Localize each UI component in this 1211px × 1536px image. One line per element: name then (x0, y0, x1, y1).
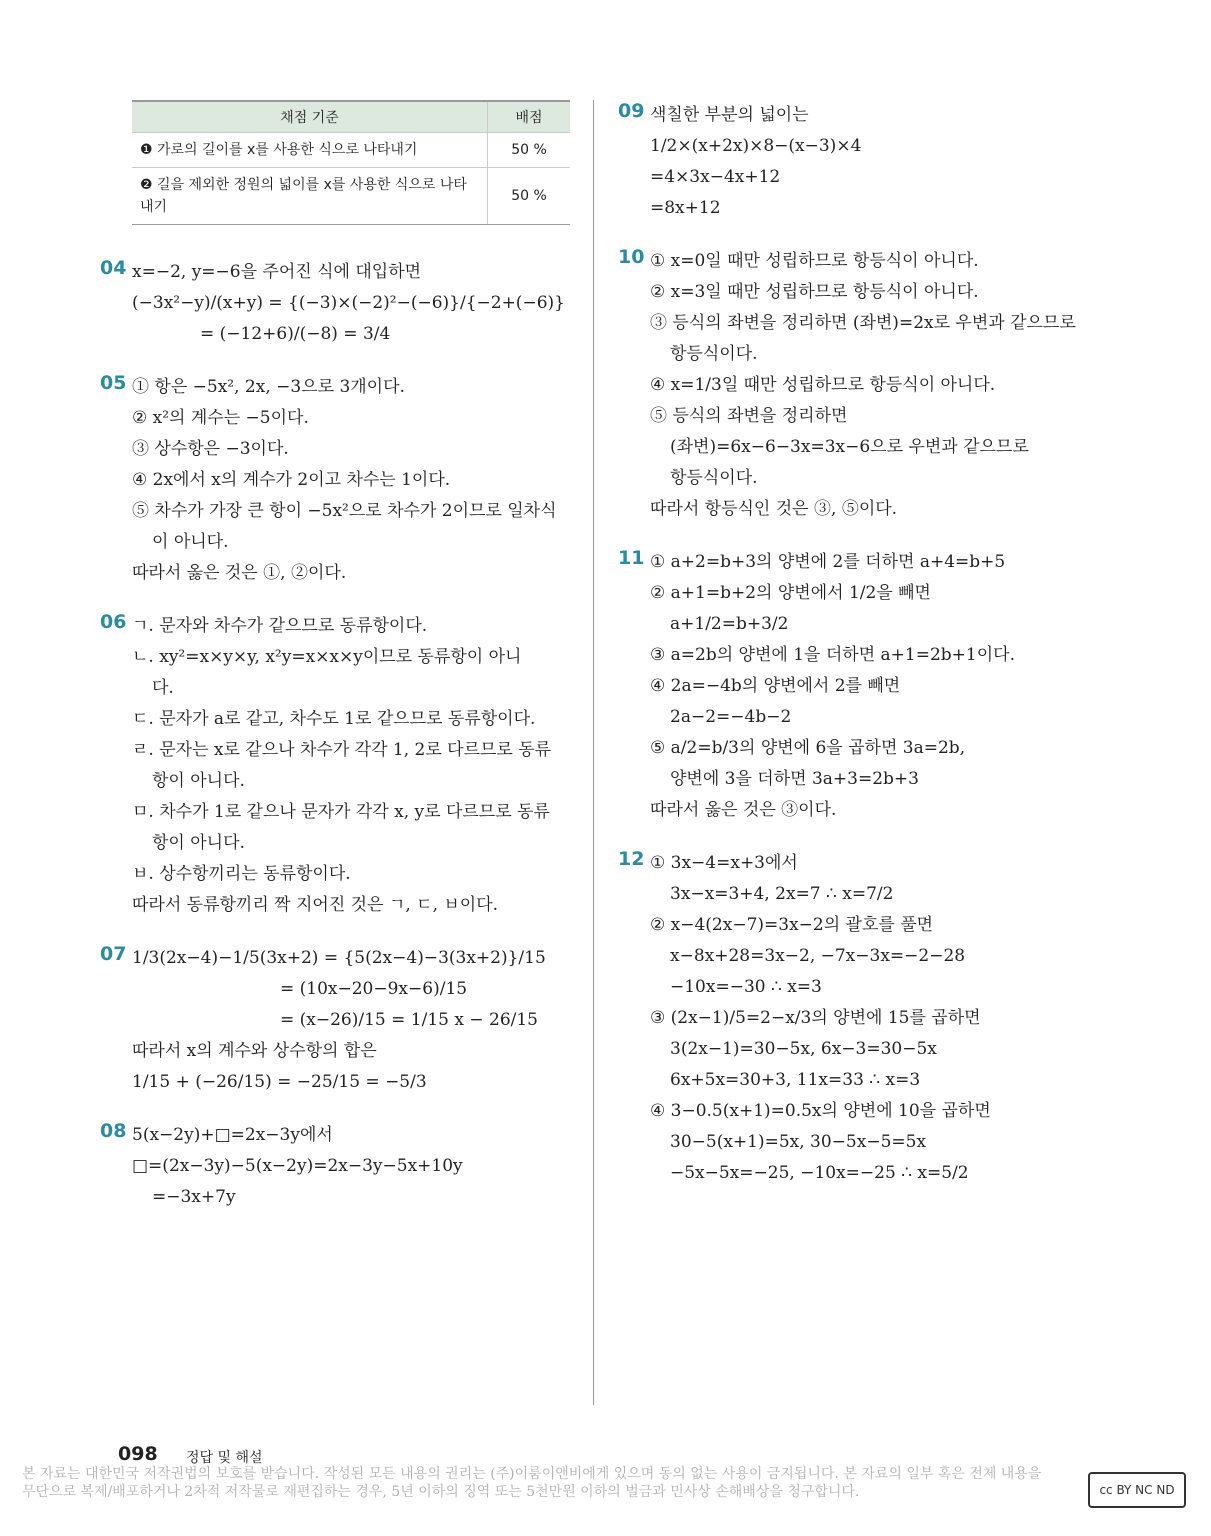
problem-number: 12 (618, 848, 645, 870)
solution-line: □=(2x−3y)−5(x−2y)=2x−3y−5x+10y (132, 1156, 463, 1176)
solution-line: 항등식이다. (670, 468, 758, 488)
solution-line: 30−5(x+1)=5x, 30−5x−5=5x (670, 1132, 927, 1152)
solution-line: 항이 아니다. (152, 771, 245, 791)
problem-12 (618, 848, 1088, 1189)
table-cell-criteria: ❶ 가로의 길이를 x를 사용한 식으로 나타내기 (132, 133, 488, 168)
copyright-notice: 본 자료는 대한민국 저작권법의 보호를 받습니다. 작성된 모든 내용의 권리는 (주)이룸이앤비에게 있으며 동의 없는 사용이 금지됩니다. 본 자료의 일부 혹은 전체 내용을 무단으로 복제/배포하거나 2차적 저작물로 재편집하는 경우, 5년 이하의 징역 또는 5천만원 이하의 벌금과 민사상 손해배상을 청구합니다. (22, 1466, 1042, 1500)
solution-line: ② x=3일 때만 성립하므로 항등식이 아니다. (650, 282, 979, 302)
solution-line: 이 아니다. (152, 532, 229, 552)
solution-line: 따라서 옳은 것은 ①, ②이다. (132, 563, 347, 583)
solution-line: ㅁ. 차수가 1로 같으나 문자가 각각 x, y로 다르므로 동류 (132, 802, 550, 822)
problem-08 (100, 1120, 570, 1213)
solution-line: 5(x−2y)+□=2x−3y에서 (132, 1125, 333, 1145)
solution-line: ③ a=2b의 양변에 1을 더하면 a+1=2b+1이다. (650, 645, 1015, 665)
solution-line: 색칠한 부분의 넓이는 (650, 105, 809, 125)
solution-line: ① 3x−4=x+3에서 (650, 853, 798, 873)
solution-line: 3(2x−1)=30−5x, 6x−3=30−5x (670, 1039, 937, 1059)
solution-line: ㄹ. 문자는 x로 같으나 차수가 각각 1, 2로 다르므로 동류 (132, 740, 552, 760)
problem-07 (100, 943, 570, 1098)
problem-10 (618, 246, 1088, 525)
solution-line: ② x−4(2x−7)=3x−2의 괄호를 풀면 (650, 915, 934, 935)
solution-line: ㅂ. 상수항끼리는 동류항이다. (132, 864, 351, 884)
table-cell-score: 50 % (488, 133, 571, 168)
solution-line: ② x²의 계수는 −5이다. (132, 408, 309, 428)
problem-number: 07 (100, 943, 127, 965)
grading-table-section (100, 100, 570, 225)
solution-line: 3x−x=3+4, 2x=7 ∴ x=7/2 (670, 884, 894, 904)
problem-number: 06 (100, 611, 127, 633)
problem-11 (618, 547, 1088, 826)
table-row (132, 133, 570, 168)
solution-line: ③ 상수항은 −3이다. (132, 439, 289, 459)
solution-line: ③ 등식의 좌변을 정리하면 (좌변)=2x로 우변과 같으므로 (650, 313, 1076, 333)
left-column (100, 100, 570, 1235)
solution-line: 따라서 x의 계수와 상수항의 합은 (132, 1041, 377, 1061)
problem-09 (618, 100, 1088, 224)
solution-line: 따라서 동류항끼리 짝 지어진 것은 ㄱ, ㄷ, ㅂ이다. (132, 895, 499, 915)
solution-line: 6x+5x=30+3, 11x=33 ∴ x=3 (670, 1070, 921, 1090)
table-cell-criteria: ❷ 길을 제외한 정원의 넓이를 x를 사용한 식으로 나타내기 (132, 168, 488, 225)
solution-line: (좌변)=6x−6−3x=3x−6으로 우변과 같으므로 (670, 437, 1029, 457)
problem-04 (100, 257, 570, 350)
solution-line: ㄴ. xy²=x×y×y, x²y=x×x×y이므로 동류항이 아니 (132, 647, 522, 667)
problem-number: 09 (618, 100, 645, 122)
solution-line: =−3x+7y (152, 1187, 236, 1207)
solution-line: 1/2×(x+2x)×8−(x−3)×4 (650, 136, 862, 156)
solution-line: ③ (2x−1)/5=2−x/3의 양변에 15를 곱하면 (650, 1008, 981, 1028)
table-header-criteria: 채점 기준 (132, 101, 488, 133)
solution-line: 다. (152, 678, 174, 698)
cc-license-icon: cc BY NC ND (1088, 1472, 1186, 1508)
solution-line: ④ 2a=−4b의 양변에서 2를 빼면 (650, 676, 901, 696)
solution-line: =8x+12 (650, 198, 721, 218)
table-header-score: 배점 (488, 101, 571, 133)
problem-number: 10 (618, 246, 645, 268)
solution-line: = (x−26)/15 = 1/15 x − 26/15 (280, 1010, 538, 1030)
solution-line: 1/3(2x−4)−1/5(3x+2) = {5(2x−4)−3(3x+2)}/15 (132, 948, 546, 968)
solution-line: 양변에 3을 더하면 3a+3=2b+3 (670, 769, 919, 789)
solution-line: ④ 3−0.5(x+1)=0.5x의 양변에 10을 곱하면 (650, 1101, 991, 1121)
solution-line: x=−2, y=−6을 주어진 식에 대입하면 (132, 262, 422, 282)
solution-line: ⑤ a/2=b/3의 양변에 6을 곱하면 3a=2b, (650, 738, 966, 758)
solution-line: ⑤ 차수가 가장 큰 항이 −5x²으로 차수가 2이므로 일차식 (132, 501, 557, 521)
solution-line: ㄷ. 문자가 a로 같고, 차수도 1로 같으므로 동류항이다. (132, 709, 536, 729)
solution-line: −5x−5x=−25, −10x=−25 ∴ x=5/2 (670, 1163, 969, 1183)
table-row (132, 168, 570, 225)
solution-line: ① 항은 −5x², 2x, −3으로 3개이다. (132, 377, 405, 397)
solution-line: = (10x−20−9x−6)/15 (280, 979, 468, 999)
solution-line: =4×3x−4x+12 (650, 167, 781, 187)
solution-line: (−3x²−y)/(x+y) = {(−3)×(−2)²−(−6)}/{−2+(−6)} (132, 293, 565, 313)
solution-line: 항등식이다. (670, 344, 758, 364)
problem-number: 05 (100, 372, 127, 394)
right-column (618, 100, 1088, 1211)
solution-line: ④ x=1/3일 때만 성립하므로 항등식이 아니다. (650, 375, 996, 395)
solution-line: 항이 아니다. (152, 833, 245, 853)
solution-line: 2a−2=−4b−2 (670, 707, 792, 727)
table-cell-score: 50 % (488, 168, 571, 225)
solution-line: ㄱ. 문자와 차수가 같으므로 동류항이다. (132, 616, 428, 636)
solution-line: a+1/2=b+3/2 (670, 614, 789, 634)
solution-line: 따라서 항등식인 것은 ③, ⑤이다. (650, 499, 898, 519)
problem-number: 11 (618, 547, 645, 569)
solution-line: = (−12+6)/(−8) = 3/4 (200, 324, 391, 344)
solution-line: ⑤ 등식의 좌변을 정리하면 (650, 406, 848, 426)
solution-line: ② a+1=b+2의 양변에서 1/2을 빼면 (650, 583, 931, 603)
footer-subtitle: 정답 및 해설 (186, 1450, 263, 1466)
solution-line: −10x=−30 ∴ x=3 (670, 977, 822, 997)
problem-number: 04 (100, 257, 127, 279)
solution-line: x−8x+28=3x−2, −7x−3x=−2−28 (670, 946, 966, 966)
problem-number: 08 (100, 1120, 127, 1142)
page-number: 098 (118, 1443, 158, 1465)
problem-05 (100, 372, 570, 589)
column-divider (593, 100, 594, 1405)
grading-table (132, 100, 570, 225)
solution-line: 따라서 옳은 것은 ③이다. (650, 800, 837, 820)
solution-line: ④ 2x에서 x의 계수가 2이고 차수는 1이다. (132, 470, 451, 490)
solution-line: 1/15 + (−26/15) = −25/15 = −5/3 (132, 1072, 427, 1092)
problem-06 (100, 611, 570, 921)
solution-line: ① x=0일 때만 성립하므로 항등식이 아니다. (650, 251, 979, 271)
solution-line: ① a+2=b+3의 양변에 2를 더하면 a+4=b+5 (650, 552, 1006, 572)
